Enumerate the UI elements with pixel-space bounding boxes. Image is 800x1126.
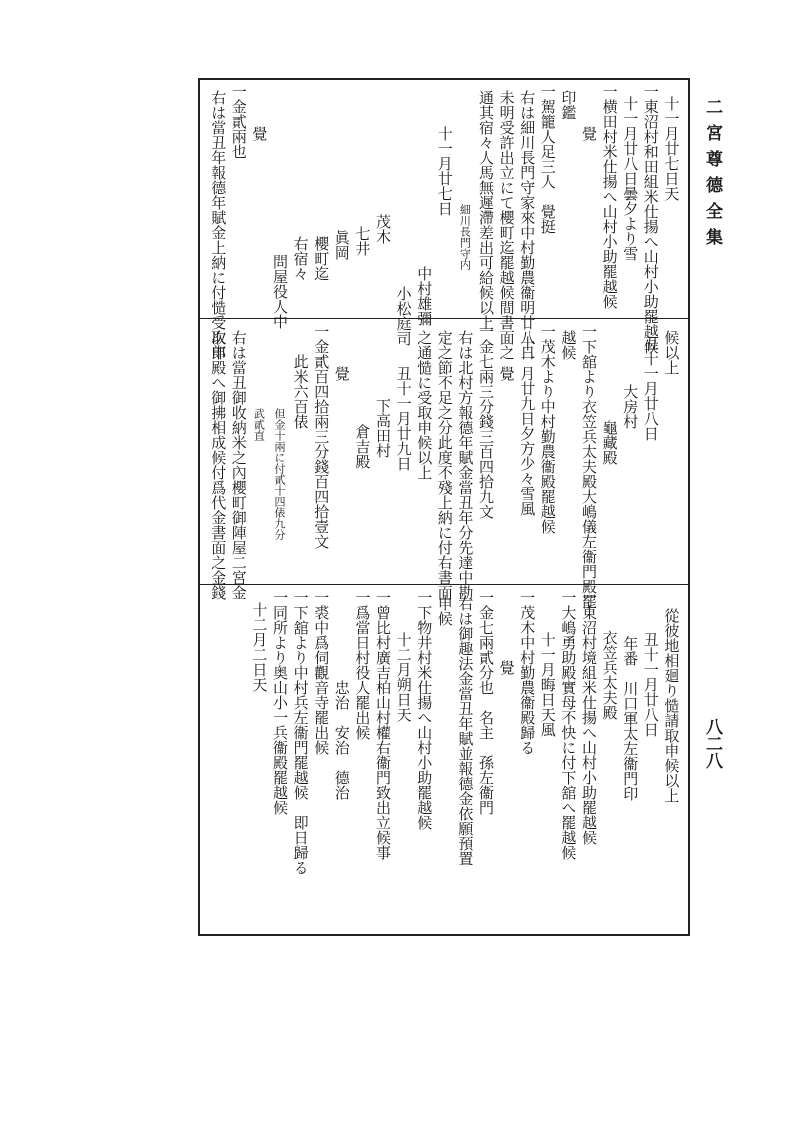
text-column: 一駕籠人足三人 覺挺 — [538, 84, 557, 234]
text-column: 倉吉殿 — [353, 424, 372, 469]
text-column: 右は北村方報德年賦金當丑年分先達中勘 — [456, 330, 475, 600]
text-column: 大房村 — [621, 384, 640, 429]
text-column: 下高田村 — [374, 398, 392, 458]
text-column: 一下舘より中村兵左衞門罷越候 即日歸る — [291, 590, 310, 875]
text-column: 十一月晦日天風 — [538, 632, 557, 737]
running-header-title: 二宮尊德全集 — [702, 98, 722, 254]
text-column: 覺 — [497, 366, 516, 381]
text-column: 一金貳百四拾兩三分錢百四拾壹文 — [312, 324, 331, 549]
text-column: 印鑑 — [559, 90, 578, 120]
text-column: 丑十一月廿八日 — [641, 336, 660, 441]
text-column: 未明受許出立にて櫻町迄罷越候間書面之 — [497, 90, 516, 360]
text-column: 細川長門守内 — [458, 204, 472, 270]
text-column: 但金十兩に付貳十四俵九分 — [273, 408, 286, 540]
text-column: 覺 — [497, 660, 516, 675]
text-column: 覺 — [250, 126, 269, 141]
text-column: 丑十一月廿八日 — [641, 632, 660, 737]
text-column: 從彼地相廻り慥請取申候以上 — [662, 608, 681, 803]
text-column: 一金貳兩也 — [229, 84, 248, 159]
text-column: 龜藏殿 — [600, 420, 619, 465]
text-column: 右宿々 — [291, 236, 310, 281]
text-column: 一同所より奥山小一兵衞殿罷越候 — [271, 590, 289, 815]
page-number: 八二八 — [702, 718, 722, 769]
text-column: 十一月廿九日夕方少々雪風 — [518, 336, 537, 516]
text-column: 覺 — [580, 126, 598, 141]
text-column: 右は當丑御收納米之內櫻町御陣屋二宮金 — [229, 330, 248, 600]
text-column: 一金七兩貳分也 名主 孫左衞門 — [477, 590, 495, 815]
text-column: 申候 — [435, 596, 454, 626]
text-column: 十一月廿七日天 — [662, 96, 681, 201]
text-column: 右は當丑年報德年賦金上納に付慥受取申 — [209, 90, 228, 360]
text-column: 一東沼村和田組米仕揚へ山村小助罷越候 — [641, 84, 660, 354]
text-column: 一東沼村境組米仕揚へ山村小助罷越候 — [580, 590, 598, 845]
text-column: 右は細川長門守家來中村勤農衞明廿八日 — [518, 90, 537, 360]
text-column: 眞岡 — [332, 230, 351, 260]
text-column: 覺 — [332, 366, 351, 381]
text-column: 一下物井村米仕揚へ山村小助罷越候 — [415, 590, 434, 830]
text-column: 武貳直 — [252, 408, 266, 441]
text-column: 一横田村米仕揚へ山村小助罷越候 — [600, 84, 619, 309]
text-column: 小松庭司 — [394, 286, 413, 346]
text-column: 一曾比村廣吉柏山村權右衞門致出立候事 — [374, 590, 392, 860]
text-column: 中村雄彌 — [415, 266, 434, 326]
text-column: 定之節不足之分此度不殘上納に付右書面 — [435, 330, 454, 600]
text-column: 十一月廿七日 — [435, 126, 454, 216]
text-column: 之通慥に受取申候以上 — [415, 330, 434, 480]
text-column: 衣笠兵太夫殿 — [600, 630, 619, 720]
text-column: 丑十一月廿九日 — [394, 366, 413, 471]
text-column: 忠治 安治 德治 — [332, 680, 351, 800]
text-column: 十一月廿八日曇夕より雪 — [621, 96, 640, 261]
text-column: 七井 — [353, 226, 372, 256]
text-column: 一茂木より中村勤農衞殿罷越候 — [538, 324, 557, 534]
text-column: 一裘中爲伺觀音寺罷出候 — [312, 590, 331, 755]
text-column: 一大嶋勇助殿實母不快に付下舘へ罷越候 — [559, 590, 578, 860]
text-column: 一爲當日村役人罷出候 — [353, 590, 372, 740]
text-column: 一下舘より衣笠兵太夫殿大嶋儀左衞門殿罷 — [580, 324, 598, 609]
text-column: 問屋役人中 — [271, 254, 289, 329]
text-column: 一金七兩三分錢三百四拾九文 — [477, 324, 495, 519]
text-column: 年番 川口軍太左衞門印 — [621, 636, 640, 801]
text-column: 茂木 — [374, 214, 392, 244]
text-column: 一茂木中村勤農衞殿歸る — [518, 590, 537, 755]
text-column: 十二月二日天 — [250, 602, 269, 692]
text-column: 櫻町迄 — [312, 236, 331, 281]
text-column: 候以上 — [662, 330, 681, 375]
text-column: 次郎殿へ御拂相成候付爲代金書面之金錢 — [209, 330, 228, 600]
text-column: 右は御趣法金當丑年賦並報德金依願預置 — [456, 596, 475, 866]
text-column: 十二月朔日天 — [394, 632, 413, 722]
text-column: 通其宿々人馬無遲滯差出可給候以上 — [477, 90, 495, 330]
text-column: 越候 — [559, 330, 578, 360]
text-column: 此米六百俵 — [291, 354, 310, 429]
